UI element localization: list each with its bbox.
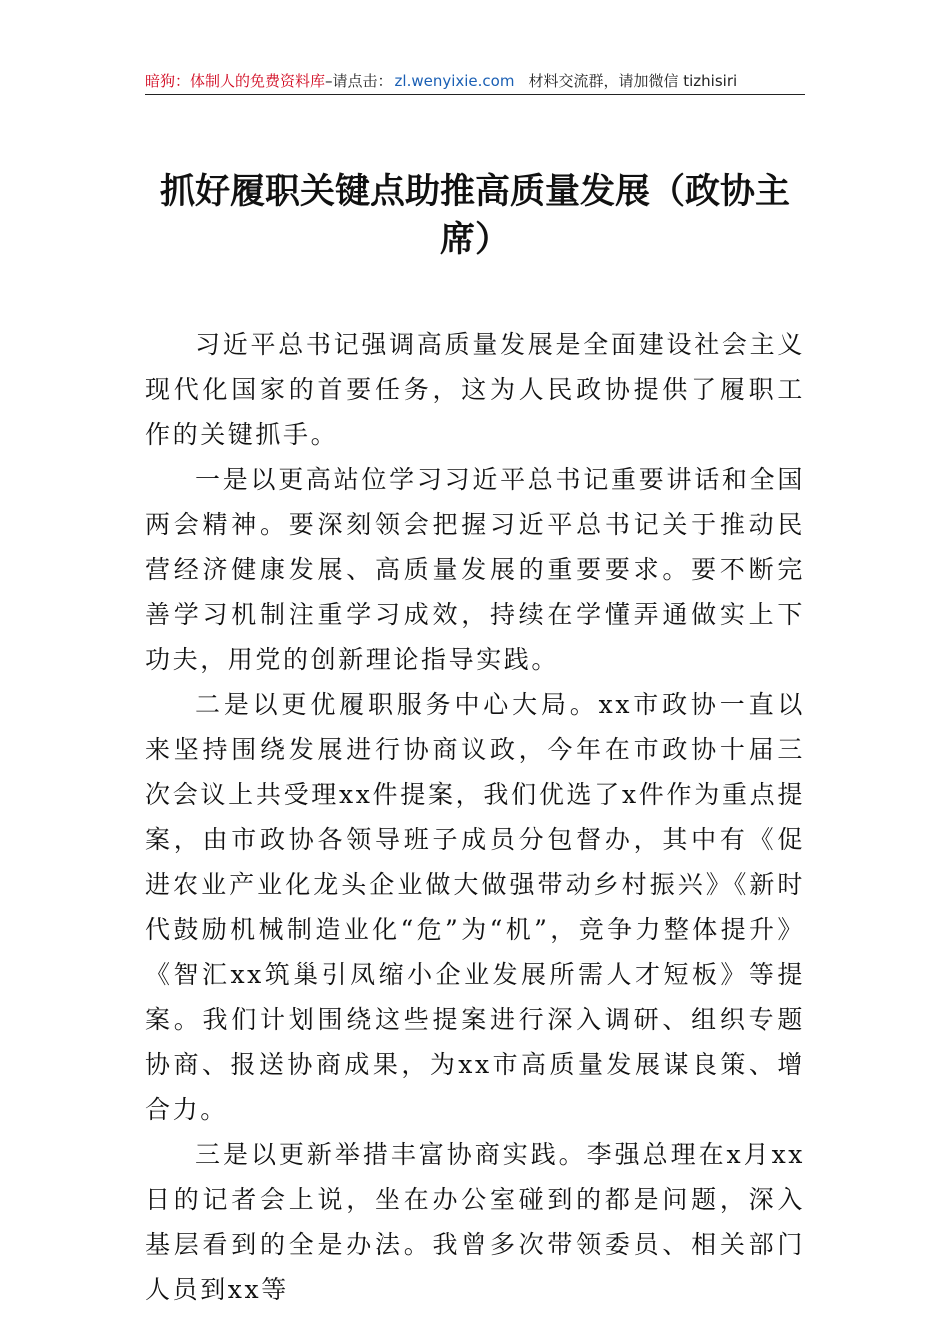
paragraph-intro: 习近平总书记强调高质量发展是全面建设社会主义现代化国家的首要任务，这为人民政协提供了履职工作的关键抓手。 [145,330,805,449]
document-title: 抓好履职关键点助推高质量发展（政协主席） [159,171,790,260]
paragraph-point-three: 三是以更新举措丰富协商实践。李强总理在x月xx日的记者会上说，坐在办公室碰到的都是问题，深入基层看到的全是办法。我曾多次带领委员、相关部门人员到xx等 [145,1140,805,1304]
header-brand: 暗狗：体制人的免费资料库 [145,72,326,90]
paragraph-point-one: 一是以更高站位学习习近平总书记重要讲话和全国两会精神。要深刻领会把握习近平总书记关于推动民营经济健康发展、高质量发展的重要要求。要不断完善学习机制注重学习成效，持续在学懂弄通做实上下功夫，用党的创新理论指导实践。 [145,465,805,674]
header-link[interactable]: zl.wenyixie.com [394,72,515,90]
document-body [145,322,805,1312]
header-prompt: –请点击： [325,72,393,90]
header-contact: 材料交流群，请加微信 tizhisiri [528,72,738,90]
watermark-header [145,70,805,95]
paragraph-point-two: 二是以更优履职服务中心大局。xx市政协一直以来坚持围绕发展进行协商议政，今年在市政协十届三次会议上共受理xx件提案，我们优选了x件作为重点提案，由市政协各领导班子成员分包督办，其中有《促进农业产业化龙头企业做大做强带动乡村振兴》《新时代鼓励机械制造业化“危”为“机”，竞争力整体提升》《智汇xx筑巢引凤缩小企业发展所需人才短板》等提案。我们计划围绕这些提案进行深入调研、组织专题协商、报送协商成果，为xx市高质量发展谋良策、增合力。 [145,690,805,1124]
